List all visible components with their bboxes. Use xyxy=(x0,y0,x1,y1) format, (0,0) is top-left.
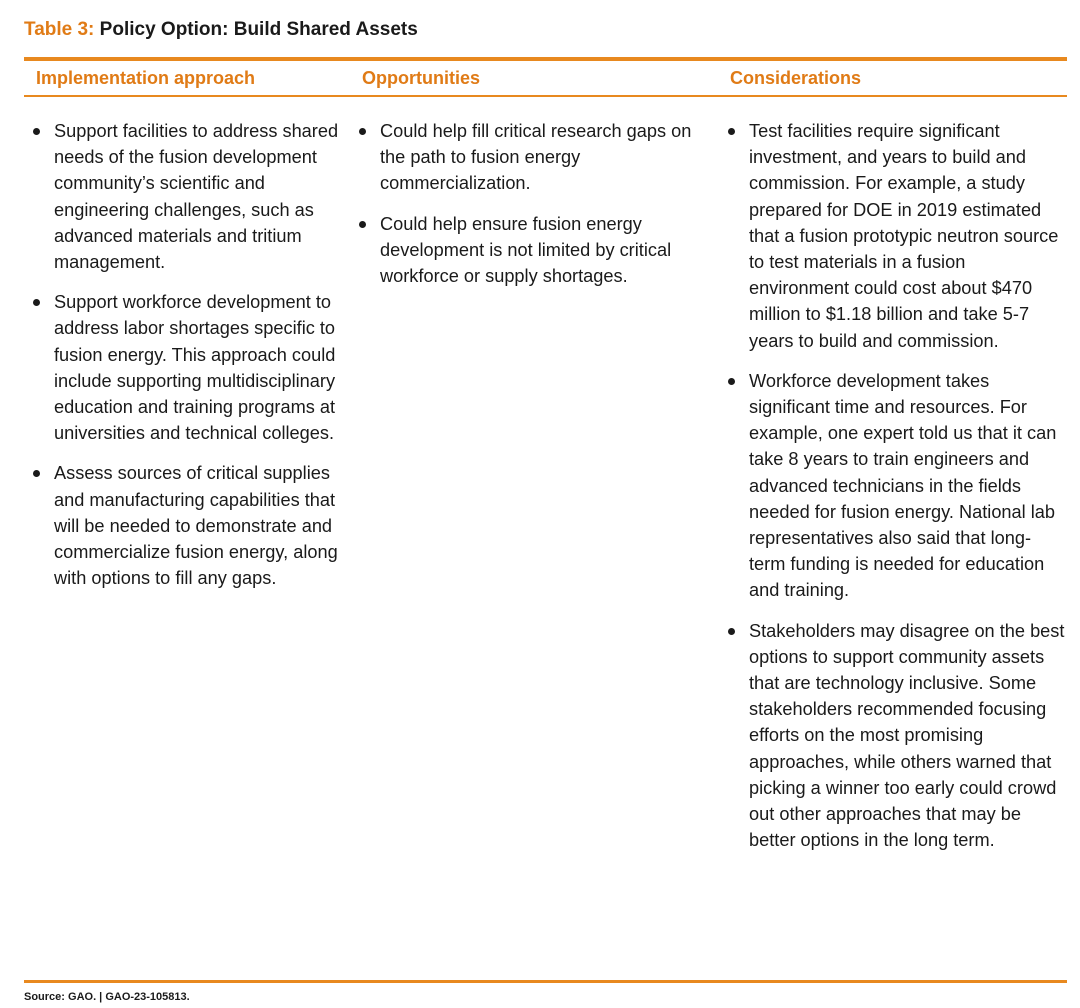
bullet-text: Test facilities require significant investment, and years to build and commission. For example, a study prepared for DOE in 2019 estimated that a fusion prototypic neutron source to test materials in a fusion environment could cost about $470 million to $1.18 billion and take 5-7 years to build and commission. xyxy=(749,121,1059,351)
header-rule xyxy=(24,95,1067,97)
bullet-text: Workforce development takes significant time and resources. For example, one expert told us that it can take 8 years to train engineers and advanced technicians in the fields needed for fusion energy. National lab representatives also said that long-term funding is needed for education and training. xyxy=(749,370,1057,601)
list-item xyxy=(30,460,350,591)
list-item xyxy=(30,289,350,446)
bullet-icon xyxy=(33,299,40,306)
opportunities-column xyxy=(356,118,716,303)
considerations-column xyxy=(725,118,1065,867)
header-considerations: Considerations xyxy=(730,68,862,88)
table-number: Table 3: xyxy=(24,19,95,40)
bullet-icon xyxy=(728,128,735,135)
list-item xyxy=(30,118,350,275)
bullet-text: Could help fill critical research gaps on the path to fusion energy commercialization. xyxy=(380,121,692,194)
header-opportunities: Opportunities xyxy=(362,68,480,88)
bullet-icon xyxy=(33,470,40,477)
list-item xyxy=(725,618,1065,854)
bullet-icon xyxy=(33,128,40,135)
source-note: Source: GAO. | GAO-23-105813. xyxy=(24,991,190,1003)
bullet-icon xyxy=(359,221,366,228)
bullet-text: Stakeholders may disagree on the best options to support community assets that are technology inclusive. Some stakeholders recommended focusing efforts on the most promising approaches, while others warned that picking a winner too early could crowd out other approaches that may be better options in the long term. xyxy=(749,620,1065,851)
bullet-icon xyxy=(728,628,735,635)
header-implementation-approach: Implementation approach xyxy=(36,68,256,88)
bullet-text: Assess sources of critical supplies and manufacturing capabilities that will be needed to demonstrate and commercialize fusion energy, along with options to fill any gaps. xyxy=(54,463,338,589)
bullet-text: Could help ensure fusion energy development is not limited by critical workforce or supply shortages. xyxy=(380,213,672,287)
list-item xyxy=(356,118,716,197)
table-title xyxy=(24,18,418,42)
bullet-text: Support workforce development to address labor shortages specific to fusion energy. This approach could include supporting multidisciplinary education and training programs at universities and technical colleges. xyxy=(54,292,336,444)
implementation-column xyxy=(30,118,350,605)
bottom-rule xyxy=(24,980,1067,983)
table-header-row xyxy=(24,61,1067,95)
list-item xyxy=(725,368,1065,604)
list-item xyxy=(356,211,716,290)
bullet-icon xyxy=(728,378,735,385)
table-title-text: Policy Option: Build Shared Assets xyxy=(99,19,418,40)
list-item xyxy=(725,118,1065,354)
bullet-text: Support facilities to address shared needs of the fusion development community’s scientific and engineering challenges, such as advanced materials and tritium management. xyxy=(54,121,339,273)
bullet-icon xyxy=(359,128,366,135)
